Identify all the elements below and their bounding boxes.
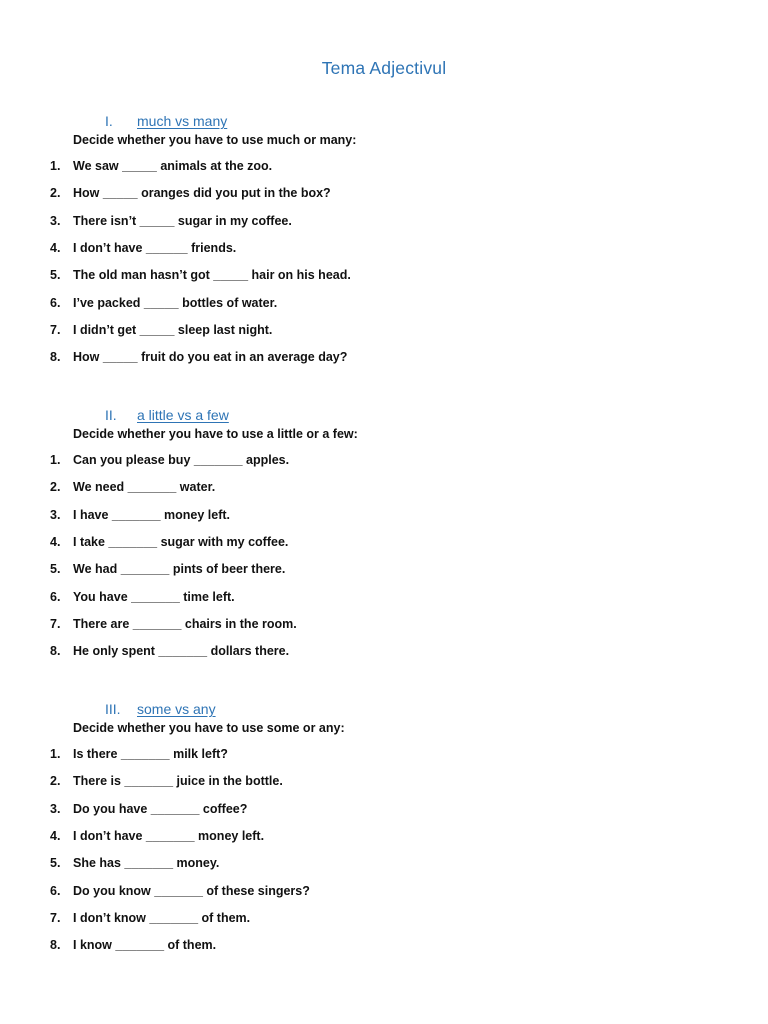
list-item — [0, 535, 700, 551]
item-number: 3. — [50, 507, 61, 522]
item-sentence: I’ve packed _____ bottles of water. — [73, 295, 278, 310]
item-number: 4. — [50, 534, 61, 549]
item-number: 5. — [50, 856, 61, 871]
list-item — [0, 453, 700, 469]
item-number: 4. — [50, 828, 61, 843]
item-number: 7. — [50, 910, 61, 925]
list-item — [0, 617, 700, 633]
item-number: 7. — [50, 322, 61, 337]
list-item — [0, 774, 700, 790]
section-instruction: Decide whether you have to use much or many: — [73, 133, 357, 147]
list-item — [0, 214, 700, 230]
item-sentence: You have _______ time left. — [73, 589, 235, 604]
item-number: 5. — [50, 268, 61, 283]
item-sentence: Is there _______ milk left? — [73, 747, 228, 761]
section-instruction: Decide whether you have to use some or any: — [73, 721, 345, 735]
section-title-link[interactable]: much vs many — [137, 113, 228, 129]
item-number: 8. — [50, 938, 61, 953]
list-item — [0, 938, 700, 954]
item-sentence: Do you know _______ of these singers? — [73, 883, 310, 898]
section-instruction: Decide whether you have to use a little or a few: — [73, 427, 358, 441]
item-sentence: How _____ fruit do you eat in an average day? — [73, 350, 348, 365]
item-sentence: The old man hasn’t got _____ hair on his head. — [73, 268, 351, 283]
item-sentence: We had _______ pints of beer there. — [73, 562, 286, 577]
section-heading — [0, 701, 768, 719]
item-number: 2. — [50, 480, 61, 495]
list-item — [0, 911, 700, 927]
list-item — [0, 590, 700, 606]
list-item — [0, 829, 700, 845]
section-title-link[interactable]: a little vs a few — [137, 407, 229, 423]
item-number: 1. — [50, 453, 61, 467]
item-number: 6. — [50, 589, 61, 604]
section-title-link[interactable]: some vs any — [137, 701, 216, 717]
list-item — [0, 562, 700, 578]
item-number: 2. — [50, 186, 61, 201]
exercise-section — [0, 407, 768, 659]
item-sentence: I didn’t get _____ sleep last night. — [73, 322, 273, 337]
section-numeral: I. — [105, 113, 113, 129]
list-item — [0, 323, 700, 339]
item-number: 8. — [50, 644, 61, 659]
item-number: 6. — [50, 883, 61, 898]
item-number: 6. — [50, 295, 61, 310]
item-sentence: There isn’t _____ sugar in my coffee. — [73, 213, 292, 228]
item-sentence: Do you have _______ coffee? — [73, 801, 248, 816]
item-number: 1. — [50, 159, 61, 173]
section-heading — [0, 113, 768, 131]
item-sentence: There are _______ chairs in the room. — [73, 616, 297, 631]
section-numeral: II. — [105, 407, 117, 423]
section-numeral: III. — [105, 701, 121, 717]
list-item — [0, 644, 700, 660]
list-item — [0, 159, 700, 175]
item-sentence: I take _______ sugar with my coffee. — [73, 534, 289, 549]
list-item — [0, 856, 700, 872]
item-number: 2. — [50, 774, 61, 789]
list-item — [0, 480, 700, 496]
list-item — [0, 241, 700, 257]
item-sentence: I don’t know _______ of them. — [73, 910, 251, 925]
list-item — [0, 268, 700, 284]
exercise-section — [0, 113, 768, 365]
item-number: 1. — [50, 747, 61, 761]
list-item — [0, 350, 700, 366]
item-sentence: We saw _____ animals at the zoo. — [73, 159, 273, 173]
list-item — [0, 884, 700, 900]
exercise-section — [0, 701, 768, 953]
item-sentence: How _____ oranges did you put in the box? — [73, 186, 331, 201]
item-number: 3. — [50, 801, 61, 816]
item-sentence: There is _______ juice in the bottle. — [73, 774, 283, 789]
page-title: Tema Adjectivul — [321, 58, 447, 78]
item-sentence: He only spent _______ dollars there. — [73, 644, 290, 659]
list-item — [0, 186, 700, 202]
list-item — [0, 508, 700, 524]
item-number: 4. — [50, 240, 61, 255]
section-heading — [0, 407, 768, 425]
item-sentence: We need _______ water. — [73, 480, 216, 495]
item-sentence: She has _______ money. — [73, 856, 220, 871]
item-number: 8. — [50, 350, 61, 365]
item-number: 3. — [50, 213, 61, 228]
item-number: 5. — [50, 562, 61, 577]
list-item — [0, 802, 700, 818]
item-sentence: I don’t have ______ friends. — [73, 240, 237, 255]
item-sentence: I have _______ money left. — [73, 507, 231, 522]
item-sentence: I know _______ of them. — [73, 938, 217, 953]
item-sentence: I don’t have _______ money left. — [73, 828, 265, 843]
list-item — [0, 296, 700, 312]
item-sentence: Can you please buy _______ apples. — [73, 453, 290, 467]
item-number: 7. — [50, 616, 61, 631]
list-item — [0, 747, 700, 763]
